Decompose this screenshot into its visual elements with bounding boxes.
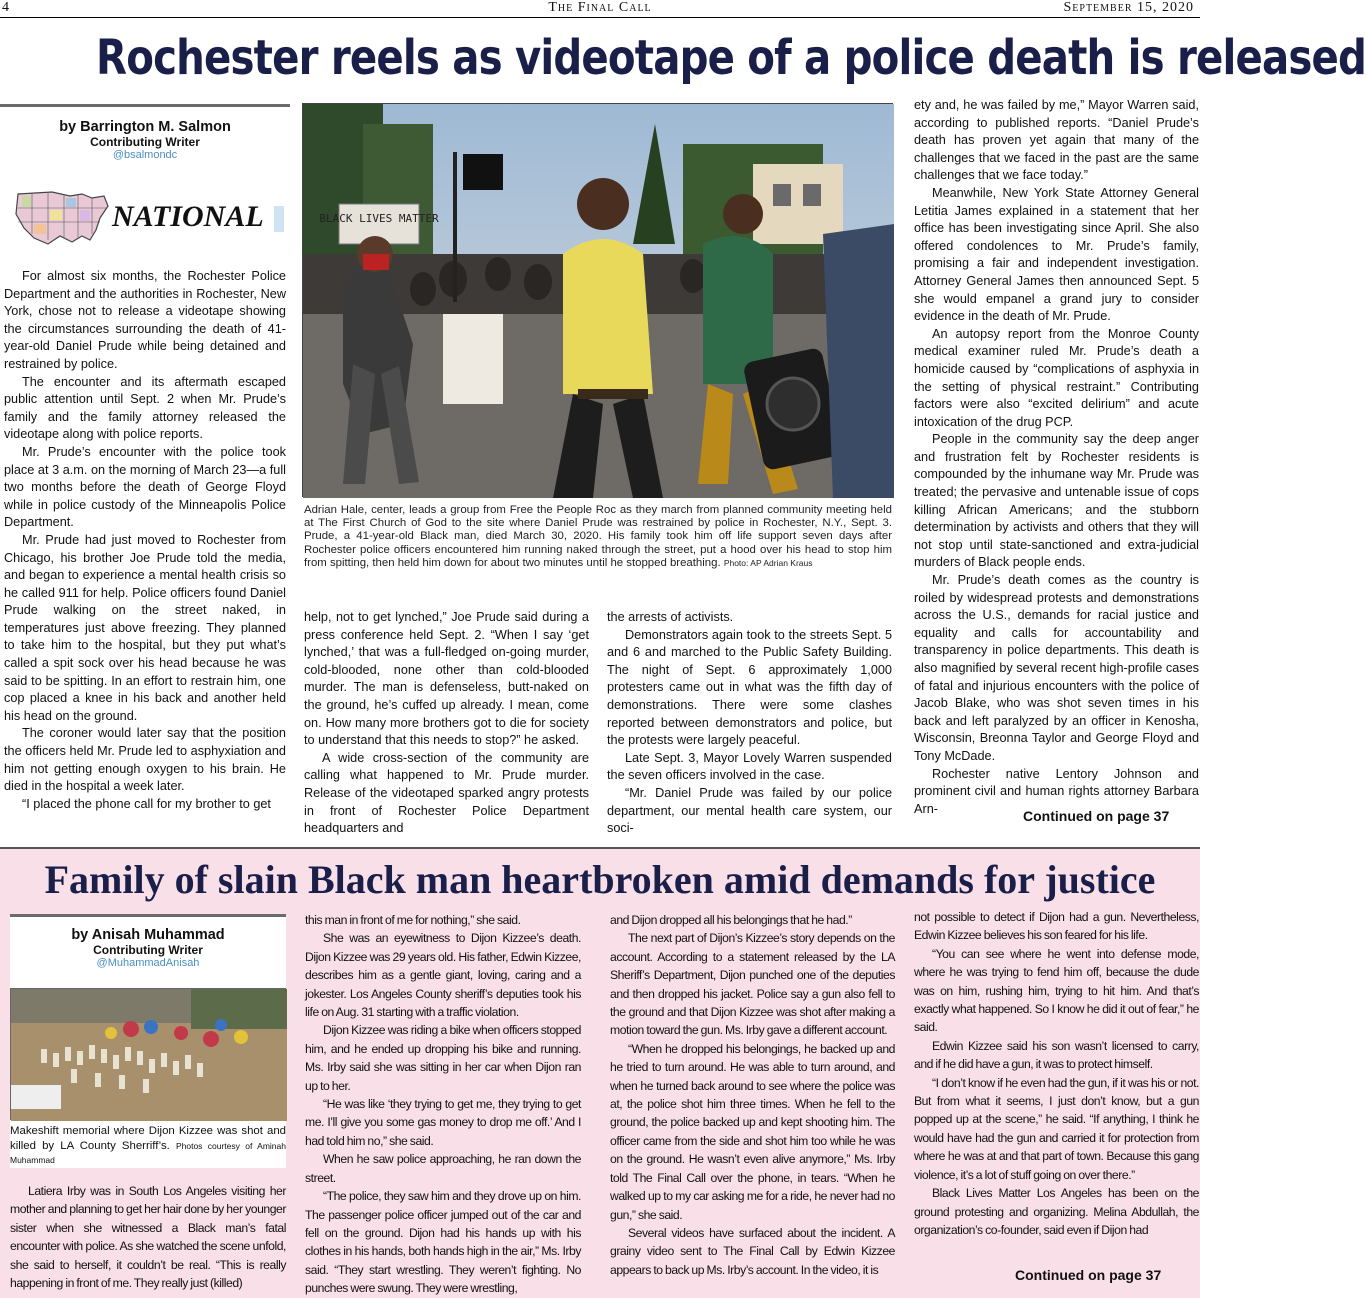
national-label: NATIONAL xyxy=(112,200,264,233)
story2-continued-link[interactable]: Continued on page 37 xyxy=(1015,1267,1162,1283)
story1-author-handle: @bsalmondc xyxy=(112,149,178,161)
paragraph: The coroner would later say that the position the officers held Mr. Prude led to asphyxiation and him not getting enough oxygen to his brain. He died in the hospital a week later. xyxy=(4,726,286,794)
paragraph: Dijon Kizzee was riding a bike when officers stopped him, and he ended up dropping his bike and running. Ms. Irby said she was sitting in her car when Dijon ran up to her. xyxy=(305,1023,581,1093)
protest-photo xyxy=(302,103,893,497)
story2-column-4 xyxy=(914,908,1199,1256)
paragraph: An autopsy report from the Monroe County medical examiner ruled Mr. Prude’s death a homicide caused by “complications of asphyxia in the setting of physical restraint.” Contributing factors were also “excited delirium” and acute intoxication of the drug PCP. xyxy=(914,326,1199,429)
story2-author-role: Contributing Writer xyxy=(93,943,203,957)
paragraph: She was an eyewitness to Dijon Kizzee’s death. Dijon Kizzee was 29 years old. His father, Edwin Kizzee, describes him as a gentle giant, loving, caring and a jokester. Los Angeles County sheriff’s deputies took his life on Aug. 31 starting with a traffic violation. xyxy=(305,931,581,1020)
story2-photo-caption xyxy=(10,1124,286,1168)
paragraph: help, not to get lynched,” Joe Prude said during a press conference held Sept. 2. “When I say ‘get lynched,’ that was a full-fledged on-going murder, cold-blooded, none other than cold-blooded murder. The man is defenseless, butt-naked on the ground, he’s cuffed up already. I mean, come on. How many more brothers got to die for society to understand that this needs to stop?” he asked. xyxy=(304,610,589,748)
paragraph: ety and, he was failed by me,” Mayor Warren said, according to published reports. “Daniel Prude’s death has proven yet again that many of the challenges that we faced in the past are the same challenges that we face today.” xyxy=(914,98,1199,183)
story1-photo-caption xyxy=(304,504,892,570)
story1-column-2 xyxy=(304,609,589,836)
photo-caption-text: Makeshift memorial where Dijon Kizzee was shot and killed by LA County Sherriff’s. xyxy=(10,1125,286,1152)
paragraph: Mr. Prude’s encounter with the police took place at 3 a.m. on the morning of March 23—a full two months before the death of George Floyd while in police custody of the Minneapolis Police Department. xyxy=(4,444,286,530)
paragraph: “When he dropped his belongings, he backed up and he tried to turn around. He was able to turn around, and when he turned back around to see where the police was at, the police shot him three times. When he fell to the ground, the police backed up and kept shooting him. The officer came from the side and shot him too while he was on the ground. He wasn’t even alive anymore,” Ms. Irby told The Final Call over the phone, in tears. “When he walked up to my car asking me for a ride, he never had no gun,” she said. xyxy=(610,1041,895,1222)
national-accent-bar xyxy=(274,206,284,232)
page-number: 4 xyxy=(2,0,9,15)
story1-author-role: Contributing Writer xyxy=(90,135,200,149)
paragraph: this man in front of me for nothing,” she said. xyxy=(305,913,521,927)
paragraph: Rochester native Lentory Johnson and prominent civil and human rights attorney Barbara Arn- xyxy=(914,766,1199,816)
paragraph: Late Sept. 3, Mayor Lovely Warren suspended the seven officers involved in the case. xyxy=(607,750,892,783)
story2-divider xyxy=(0,847,1200,849)
story2-column-3 xyxy=(610,911,895,1294)
paragraph: “I don’t know if he even had the gun, if it was his or not. But from what it seems, I just don’t know, but a gun popped up at the scene,” he said. “If anything, I think he would have had the gun and carried it for protection from where he was at and that part of town. Because this gang violence, it’s a lot of stuff going on over there.” xyxy=(914,1075,1199,1182)
paragraph: The next part of Dijon’s Kizzee’s story depends on the account. According to a statement released by the LA Sheriff’s Department, Dijon punched one of the deputies and then dropped his jacket. Police say a gun also fell to the ground and that Dijon Kizzee was shot after making a motion toward the gun. Ms. Irby gave a different account. xyxy=(610,931,895,1038)
paragraph: not possible to detect if Dijon had a gun. Nevertheless, Edwin Kizzee believes his son feared for his life. xyxy=(914,910,1199,943)
paragraph: “He was like ‘they trying to get me, they trying to get me. I’ll give you some gas money to drop me off.’ And I had told him no,” she said. xyxy=(305,1097,581,1148)
paragraph: “Mr. Daniel Prude was failed by our police department, our mental health care system, our soci- xyxy=(607,785,892,836)
paragraph: People in the community say the deep anger and frustration felt by Rochester residents is compounded by the inhumane way Mr. Prude was treated; the pervasive and untenable issue of cops killing African Americans; and the stubborn determination by activists and others that they will not stop until state-sanctioned and extra-judicial murders of Black people ends. xyxy=(914,432,1199,570)
running-head xyxy=(0,0,1200,18)
paragraph: For almost six months, the Rochester Police Department and the authorities in Rochester, New York, chose not to release a videotape showing the circumstances surrounding the death of 41-year-old Daniel Prude while being detained and restrained by police. xyxy=(4,269,286,371)
paragraph: Mr. Prude’s death comes as the country is roiled by widespread protests and demonstrations across the U.S., demands for racial justice and equality and calls for accountability and transparency in police departments. This death is also magnified by several recent high-profile cases of fatal and injurious encounters with the police of Jacob Blake, who was shot seven times in his back and left paralyzed by an officer in Kenosha, Wisconsin, Breonna Taylor and George Floyd and Tony McDade. xyxy=(914,573,1199,763)
paragraph: Meanwhile, New York State Attorney General Letitia James explained in a statement that her office has been investigating since April. She also offered condolences to Mr. Prude’s family, promising a fair and independent investigation. Attorney General James then announced Sept. 5 she would empanel a grand jury to consider evidence in the death of Mr. Prude. xyxy=(914,185,1199,324)
paragraph: A wide cross-section of the community are calling what happened to Mr. Prude murder. Release of the videotaped sparked angry protests in front of Rochester Police Department headquarters and xyxy=(304,750,589,836)
paragraph: Several videos have surfaced about the incident. A grainy video sent to The Final Call by Edwin Kizzee appears to back up Ms. Irby’s account. In the video, it is xyxy=(610,1225,895,1277)
photo-caption-text: Adrian Hale, center, leads a group from Free the People Roc as they march from planned community meeting held at The First Church of God to the site where Daniel Prude was restrained by police in Rochester, N.Y., Sept. 3. Prude, a 41-year-old Black man, died March 30, 2020. His family took him off life support seven days after Rochester police officers encountered him running naked through the street, put a hood over his head to stop him from spitting, then held him down for about two minutes until he stopped breathing. xyxy=(304,504,892,569)
memorial-photo-illustration xyxy=(11,989,287,1121)
photo-credit: Photo: AP Adrian Kraus xyxy=(723,557,813,568)
paragraph: and Dijon dropped all his belongings that he had.” xyxy=(610,913,852,927)
protest-photo-illustration xyxy=(303,104,894,498)
story2-author-handle: @MuhammadAnisah xyxy=(96,957,200,969)
paragraph: Black Lives Matter Los Angeles has been on the ground protesting and organizing. Melina Abdullah, the organization’s co-founder, said even if Dijon had xyxy=(914,1186,1199,1237)
story2-column-1 xyxy=(10,1182,286,1294)
story1-author: by Barrington M. Salmon xyxy=(59,119,231,135)
paragraph: Latiera Irby was in South Los Angeles visiting her mother and planning to get her hair done by her younger sister when she witnessed a Black man’s fatal encounter with police. As she watched the scene unfold, she said to herself, it couldn’t be real. “This is really happening in front of me. They really just (killed) xyxy=(10,1184,286,1291)
story1-column-1 xyxy=(4,268,286,840)
photo-credit: Photos courtesy of Aminah Muhammad xyxy=(10,1140,286,1166)
paragraph: Mr. Prude had just moved to Rochester from Chicago, his brother Joe Prude told the media, and began to experience a mental health crisis so he called 911 for help. Police officers found Daniel Prude walking on the street naked, in temperatures just above freezing. They planned to take him to the hospital, but they put what’s called a spit sock over his head because he was said to be spitting. In an effort to restrain him, one cop placed a knee in his back and another held his head on the ground. xyxy=(4,532,286,723)
paragraph: Edwin Kizzee said his son wasn’t licensed to carry, and if he did have a gun, it was to protect himself. xyxy=(914,1038,1199,1072)
us-map-icon xyxy=(12,184,112,254)
story2-author: by Anisah Muhammad xyxy=(71,927,225,943)
paragraph: Demonstrators again took to the streets Sept. 5 and 6 and marched to the Public Safety Building. The night of Sept. 6 approximately 1,000 protesters came out in what was the fifth day of demonstrations. There were some clashes reported between demonstrators and police, but the protests were largely peaceful. xyxy=(607,627,892,748)
paper-name: The Final Call xyxy=(548,0,652,15)
story2-byline xyxy=(10,914,286,980)
memorial-photo xyxy=(10,988,286,1120)
paragraph: “You can see where he went into defense mode, where he was trying to fend him off, because the dude was on him, rushing him, trying to hit him. And that’s exactly what happened. So I know he did it out of fear,” he said. xyxy=(914,946,1199,1035)
story1-headline: Rochester reels as videotape of a police death is released xyxy=(96,30,1366,86)
story2-column-2 xyxy=(305,911,581,1294)
paragraph: “The police, they saw him and they drove up on him. The passenger police officer jumped out of the car and fell on the ground. Dijon had his hands up with his clothes in his hands, both hands high in the air,” Ms. Irby said. “They start wrestling. They weren’t fighting. No punches were swung. They were wrestling, xyxy=(305,1189,581,1296)
story1-continued-link[interactable]: Continued on page 37 xyxy=(1023,808,1170,824)
paragraph: The encounter and its aftermath escaped public attention until Sept. 2 when Mr. Prude’s family and the family attorney released the videotape along with police reports. xyxy=(4,374,286,442)
story2-headline: Family of slain Black man heartbroken amid demands for justice xyxy=(44,857,1156,902)
protest-sign-text: BLACK LIVES MATTER xyxy=(319,212,439,225)
national-section-logo xyxy=(12,184,288,272)
paragraph: When he saw police approaching, he ran down the street. xyxy=(305,1152,581,1185)
paragraph: the arrests of activists. xyxy=(607,610,734,624)
issue-date: September 15, 2020 xyxy=(1063,0,1194,15)
story1-column-3 xyxy=(607,609,892,836)
paragraph: “I placed the phone call for my brother to get xyxy=(22,796,271,811)
